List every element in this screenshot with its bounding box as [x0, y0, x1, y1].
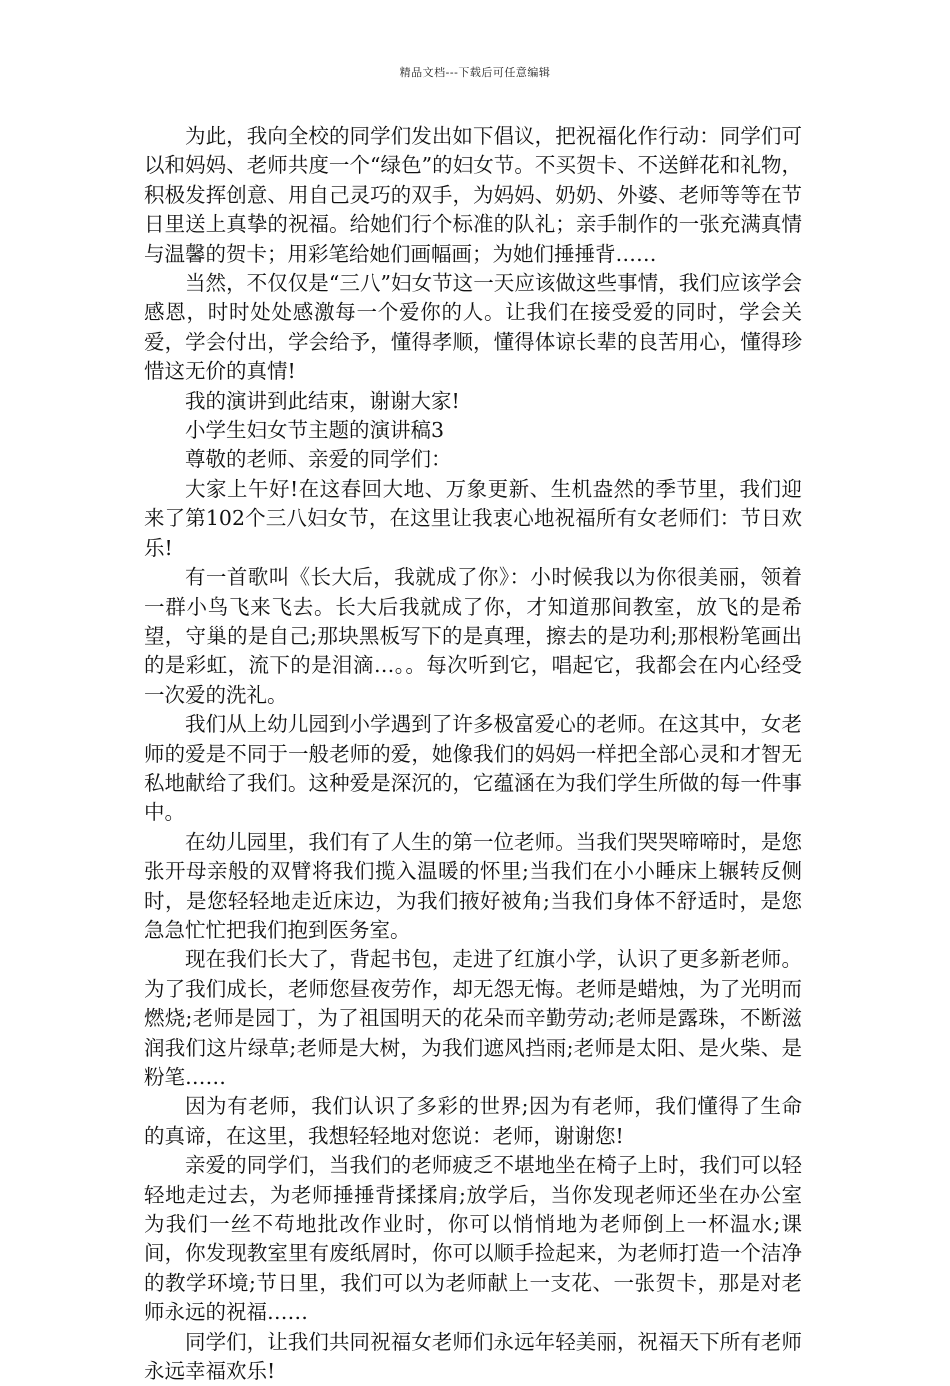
paragraph: 有一首歌叫《长大后，我就成了你》：小时候我以为你很美丽，领着一群小鸟飞来飞去。长大后我就成了你，才知道那间教室，放飞的是希望，守巢的是自己;那块黑板写下的是真理，擦去的是功利;那根粉笔画出的是彩虹，流下的是泪滴…。。每次听到它，唱起它，我都会在内心经受一次爱的洗礼。 — [144, 565, 802, 707]
paragraph: 因为有老师，我们认识了多彩的世界;因为有老师，我们懂得了生命的真谛，在这里，我想轻轻地对您说：老师，谢谢您! — [144, 1094, 802, 1148]
paragraph: 当然，不仅仅是“三八”妇女节这一天应该做这些事情，我们应该学会感恩，时时处处感激每一个爱你的人。让我们在接受爱的同时，学会关爱，学会付出，学会给予，懂得孝顺，懂得体谅长辈的良苦用心，懂得珍惜这无价的真情! — [144, 271, 802, 384]
paragraph: 为此，我向全校的同学们发出如下倡议，把祝福化作行动：同学们可以和妈妈、老师共度一个“绿色”的妇女节。不买贺卡、不送鲜花和礼物，积极发挥创意、用自己灵巧的双手，为妈妈、奶奶、外婆、老师等等在节日里送上真挚的祝福。给她们行个标准的队礼；亲手制作的一张充满真情与温馨的贺卡；用彩笔给她们画幅画；为她们捶捶背…… — [144, 124, 802, 266]
paragraph: 现在我们长大了，背起书包，走进了红旗小学，认识了更多新老师。为了我们成长，老师您昼夜劳作，却无怨无悔。老师是蜡烛，为了光明而燃烧;老师是园丁，为了祖国明天的花朵而辛勤劳动;老师是露珠，不断滋润我们这片绿草;老师是大树，为我们遮风挡雨;老师是太阳、是火柴、是粉笔…… — [144, 947, 802, 1089]
page-header: 精品文档---下载后可任意编辑 — [399, 66, 551, 79]
paragraph: 我们从上幼儿园到小学遇到了许多极富爱心的老师。在这其中，女老师的爱是不同于一般老师的爱，她像我们的妈妈一样把全部心灵和才智无私地献给了我们。这种爱是深沉的，它蕴涵在为我们学生所做的每一件事中。 — [144, 712, 802, 825]
salutation: 尊敬的老师、亲爱的同学们： — [185, 447, 452, 472]
paragraph: 我的演讲到此结束，谢谢大家! — [185, 388, 460, 413]
paragraph: 同学们，让我们共同祝福女老师们永远年轻美丽，祝福天下所有老师永远幸福欢乐! — [144, 1329, 802, 1384]
paragraph: 亲爱的同学们，当我们的老师疲乏不堪地坐在椅子上时，我们可以轻轻地走过去，为老师捶捶背揉揉肩;放学后，当你发现老师还坐在办公室为我们一丝不苟地批改作业时，你可以悄悄地为老师倒上一杯温水;课间，你发现教室里有废纸屑时，你可以顺手捡起来，为老师打造一个洁净的教学环境;节日里，我们可以为老师献上一支花、一张贺卡，那是对老师永远的祝福…… — [144, 1153, 802, 1325]
document-body — [144, 122, 802, 1386]
paragraph: 大家上午好!在这春回大地、万象更新、生机盎然的季节里，我们迎来了第102个三八妇女节，在这里让我衷心地祝福所有女老师们：节日欢乐! — [144, 476, 802, 560]
section-title: 小学生妇女节主题的演讲稿3 — [185, 418, 445, 443]
paragraph: 在幼儿园里，我们有了人生的第一位老师。当我们哭哭啼啼时，是您张开母亲般的双臂将我们揽入温暖的怀里;当我们在小小睡床上辗转反侧时，是您轻轻地走近床边，为我们掖好被角;当我们身体不舒适时，是您急急忙忙把我们抱到医务室。 — [144, 829, 802, 942]
